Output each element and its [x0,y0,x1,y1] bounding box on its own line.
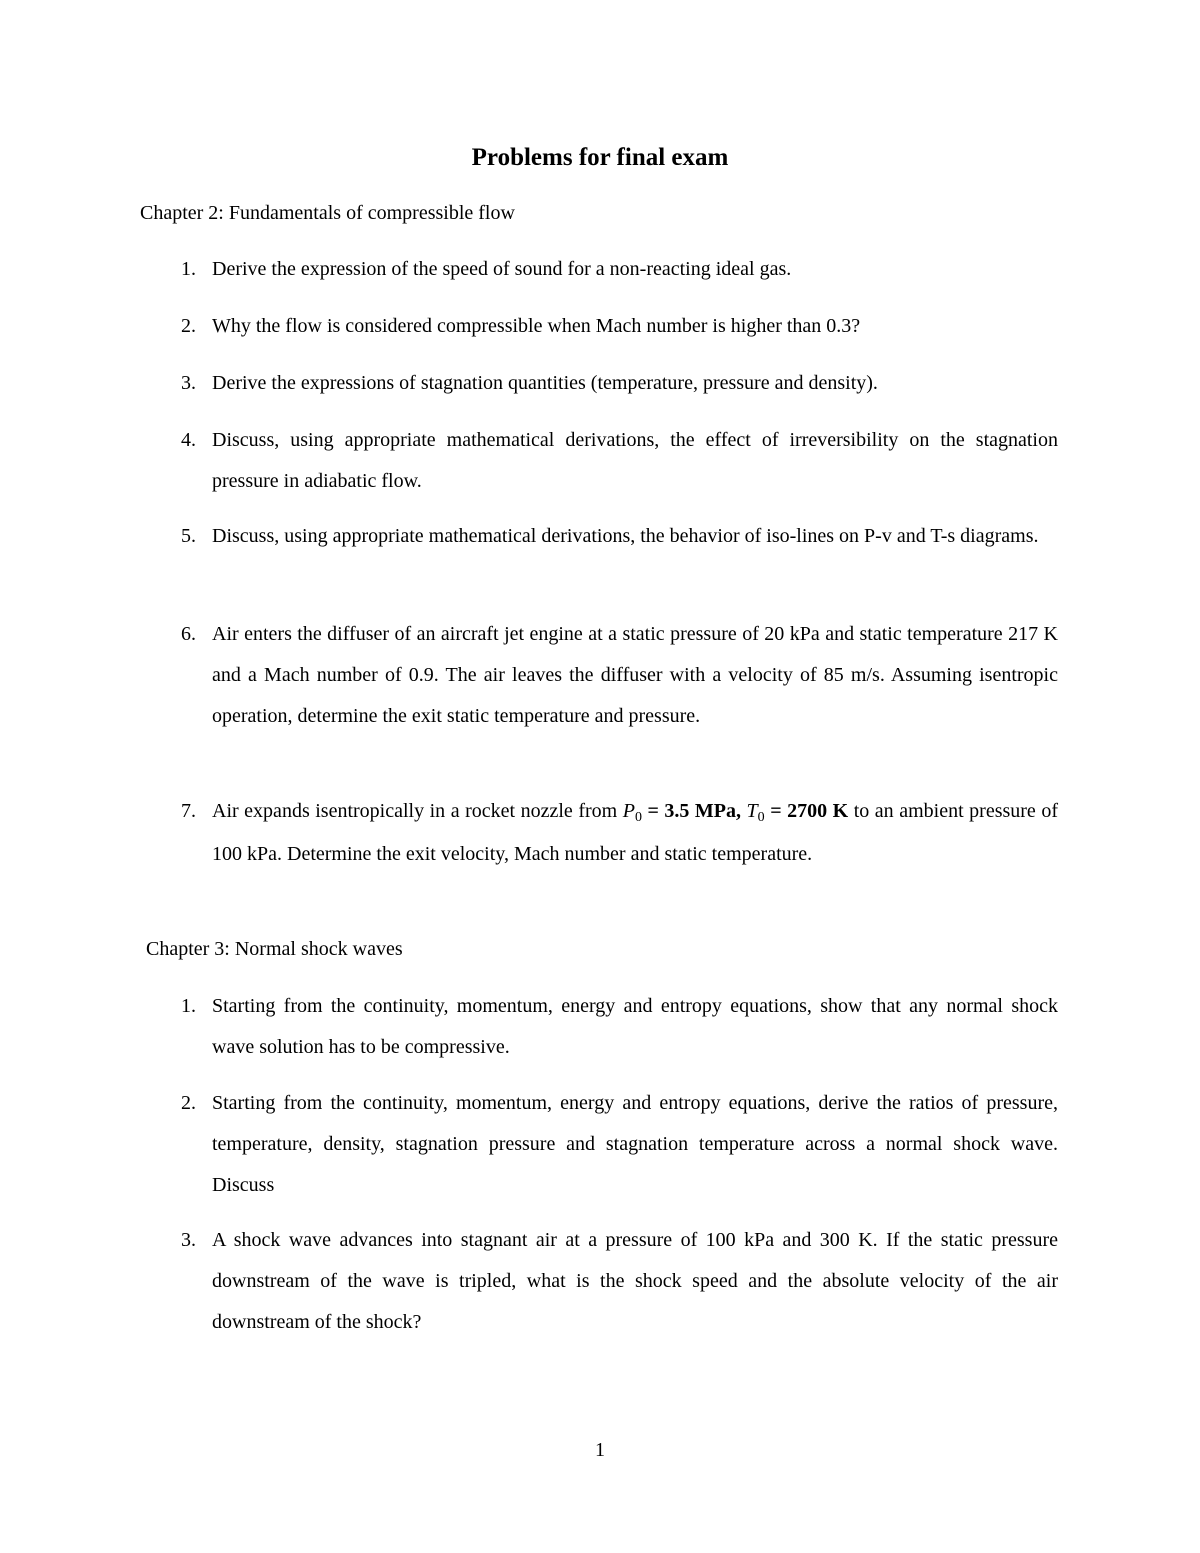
ch3-item-2-number: 2. [181,1092,196,1114]
p0-value: = 3.5 MPa, [641,800,747,822]
t0-value: = 2700 K [764,800,849,822]
ch3-item-2-text: Starting from the continuity, momentum, energy and entropy equations, derive the ratios of pressure, temperature, density, stagnation pressure and stagnation temperature across a normal shock wave. Discuss [212,1092,1058,1196]
ch2-item-1-text: Derive the expression of the speed of sound for a non-reacting ideal gas. [212,258,792,280]
ch2-item-2-number: 2. [181,315,196,337]
ch3-item-1-text: Starting from the continuity, momentum, energy and entropy equations, show that any normal shock wave solution has to be compressive. [212,995,1058,1058]
t0-subscript: 0 [757,810,765,825]
ch2-item-3-text: Derive the expressions of stagnation quantities (temperature, pressure and density). [212,372,878,394]
page-title: Problems for final exam [471,144,729,171]
ch2-item-6-text: Air enters the diffuser of an aircraft jet engine at a static pressure of 20 kPa and static temperature 217 K and a Mach number of 0.9. The air leaves the diffuser with a velocity of 85 m/s. Assuming isentropic operation, determine the exit static temperature and pressure. [212,623,1058,727]
chapter-3-heading: Chapter 3: Normal shock waves [146,938,403,960]
ch2-item-5-number: 5. [181,525,196,547]
ch2-item-1-number: 1. [181,258,196,280]
ch3-item-3-text: A shock wave advances into stagnant air at a pressure of 100 kPa and 300 K. If the static pressure downstream of the wave is tripled, what is the shock speed and the absolute velocity of the air downstream of the shock? [212,1229,1058,1333]
chapter-2-heading: Chapter 2: Fundamentals of compressible flow [140,202,515,224]
ch2-item-2-text: Why the flow is considered compressible when Mach number is higher than 0.3? [212,315,861,337]
p0-symbol: P [622,800,635,822]
ch2-item-5-text: Discuss, using appropriate mathematical derivations, the behavior of iso-lines on P-v and T-s diagrams. [212,525,1039,547]
ch2-item-7-text-b: to an ambient pressure of 100 kPa. Determine the exit velocity, Mach number and static temperature. [212,800,1058,865]
ch2-item-7-text [212,791,1058,875]
ch3-item-1-number: 1. [181,995,196,1017]
ch2-item-7-number: 7. [181,800,196,822]
ch3-item-3-number: 3. [181,1229,196,1251]
p0-subscript: 0 [634,810,642,825]
ch2-item-6-number: 6. [181,623,196,645]
ch2-item-3-number: 3. [181,372,196,394]
page-number: 1 [595,1439,605,1461]
ch2-item-4-number: 4. [181,429,196,451]
ch2-item-4-text: Discuss, using appropriate mathematical derivations, the effect of irreversibility on the stagnation pressure in adiabatic flow. [212,429,1058,492]
ch2-item-7-text-a: Air expands isentropically in a rocket nozzle from [212,800,623,822]
t0-symbol: T [746,800,758,822]
